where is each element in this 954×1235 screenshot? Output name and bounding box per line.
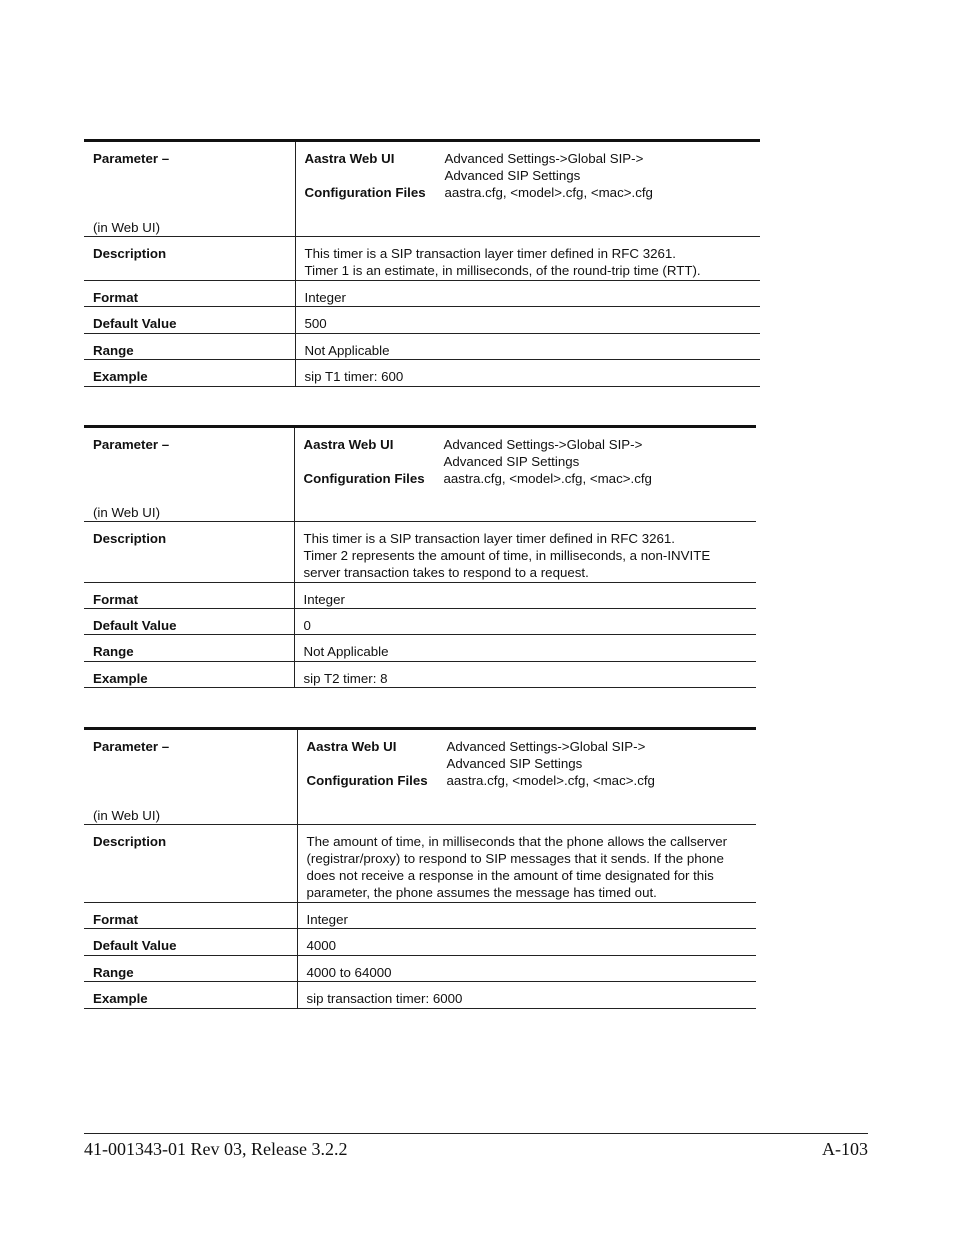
format-label: Format	[84, 281, 295, 307]
parameter-key-cell	[84, 729, 297, 825]
range-value: Not Applicable	[295, 334, 760, 360]
footer-doc-id: 41-001343-01 Rev 03, Release 3.2.2	[84, 1139, 348, 1159]
config-files-value: aastra.cfg, <model>.cfg, <mac>.cfg	[443, 471, 652, 486]
web-ui-label: Aastra Web UI	[303, 437, 394, 452]
web-ui-path: Advanced Settings->Global SIP-> Advanced SIP Settings	[443, 437, 643, 469]
range-value: Not Applicable	[294, 635, 756, 662]
description-row	[84, 237, 760, 281]
default-value-label: Default Value	[84, 307, 295, 334]
example-label: Example	[84, 360, 295, 387]
default-value-row	[84, 307, 760, 334]
in-web-ui-label: (in Web UI)	[93, 505, 160, 520]
range-row	[84, 635, 756, 662]
format-label: Format	[84, 903, 297, 929]
format-value: Integer	[295, 281, 760, 307]
footer-page-number: A-103	[822, 1139, 868, 1159]
description-value: The amount of time, in milliseconds that the phone allows the callserver (registrar/proxy) to respond to SIP messages that it sends. If the phone does not receive a response in the amount of time designated for this parameter, the phone assumes the message has timed out.	[297, 825, 756, 903]
description-row	[84, 825, 756, 903]
description-value: This timer is a SIP transaction layer timer defined in RFC 3261. Timer 2 represents the amount of time, in milliseconds, a non-INVITE server transaction takes to respond to a request.	[294, 522, 756, 583]
format-label: Format	[84, 583, 294, 609]
example-value: sip T2 timer: 8	[294, 662, 756, 688]
format-row	[84, 281, 760, 307]
example-row	[84, 982, 756, 1009]
parameter-row	[84, 427, 756, 522]
web-ui-path: Advanced Settings->Global SIP-> Advanced SIP Settings	[444, 151, 644, 183]
description-label: Description	[84, 825, 297, 903]
description-label: Description	[84, 522, 294, 583]
example-value: sip T1 timer: 600	[295, 360, 760, 387]
range-value: 4000 to 64000	[297, 956, 756, 982]
default-value-value: 500	[295, 307, 760, 334]
web-ui-label: Aastra Web UI	[304, 151, 395, 166]
parameter-table-transaction-timer	[84, 727, 756, 1009]
web-ui-path: Advanced Settings->Global SIP-> Advanced SIP Settings	[446, 739, 646, 771]
default-value-value: 0	[294, 609, 756, 635]
parameter-table-t2	[84, 425, 756, 688]
description-label: Description	[84, 237, 295, 281]
range-row	[84, 956, 756, 982]
description-row	[84, 522, 756, 583]
default-value-row	[84, 929, 756, 956]
parameter-value-cell	[294, 427, 756, 522]
example-label: Example	[84, 662, 294, 688]
example-row	[84, 662, 756, 688]
default-value-label: Default Value	[84, 609, 294, 635]
parameter-value-cell	[297, 729, 756, 825]
config-files-label: Configuration Files	[306, 773, 428, 788]
format-row	[84, 583, 756, 609]
parameter-label: Parameter –	[93, 437, 170, 452]
config-files-label: Configuration Files	[304, 185, 426, 200]
parameter-label: Parameter –	[93, 739, 170, 754]
config-files-value: aastra.cfg, <model>.cfg, <mac>.cfg	[446, 773, 655, 788]
range-label: Range	[84, 635, 294, 662]
config-files-value: aastra.cfg, <model>.cfg, <mac>.cfg	[444, 185, 653, 200]
parameter-table-t1	[84, 139, 760, 387]
default-value-label: Default Value	[84, 929, 297, 956]
web-ui-label: Aastra Web UI	[306, 739, 397, 754]
default-value-value: 4000	[297, 929, 756, 956]
config-files-label: Configuration Files	[303, 471, 425, 486]
parameter-row	[84, 141, 760, 237]
range-label: Range	[84, 334, 295, 360]
parameter-key-cell	[84, 427, 294, 522]
default-value-row	[84, 609, 756, 635]
example-row	[84, 360, 760, 387]
parameter-label: Parameter –	[93, 151, 170, 166]
format-row	[84, 903, 756, 929]
in-web-ui-label: (in Web UI)	[93, 808, 160, 823]
range-label: Range	[84, 956, 297, 982]
parameter-key-cell	[84, 141, 295, 237]
range-row	[84, 334, 760, 360]
example-label: Example	[84, 982, 297, 1009]
parameter-row	[84, 729, 756, 825]
format-value: Integer	[294, 583, 756, 609]
format-value: Integer	[297, 903, 756, 929]
description-value: This timer is a SIP transaction layer timer defined in RFC 3261. Timer 1 is an estimate, in milliseconds, of the round-trip time (RTT).	[295, 237, 760, 281]
parameter-value-cell	[295, 141, 760, 237]
in-web-ui-label: (in Web UI)	[93, 220, 160, 235]
example-value: sip transaction timer: 6000	[297, 982, 756, 1009]
footer-divider	[84, 1133, 868, 1134]
